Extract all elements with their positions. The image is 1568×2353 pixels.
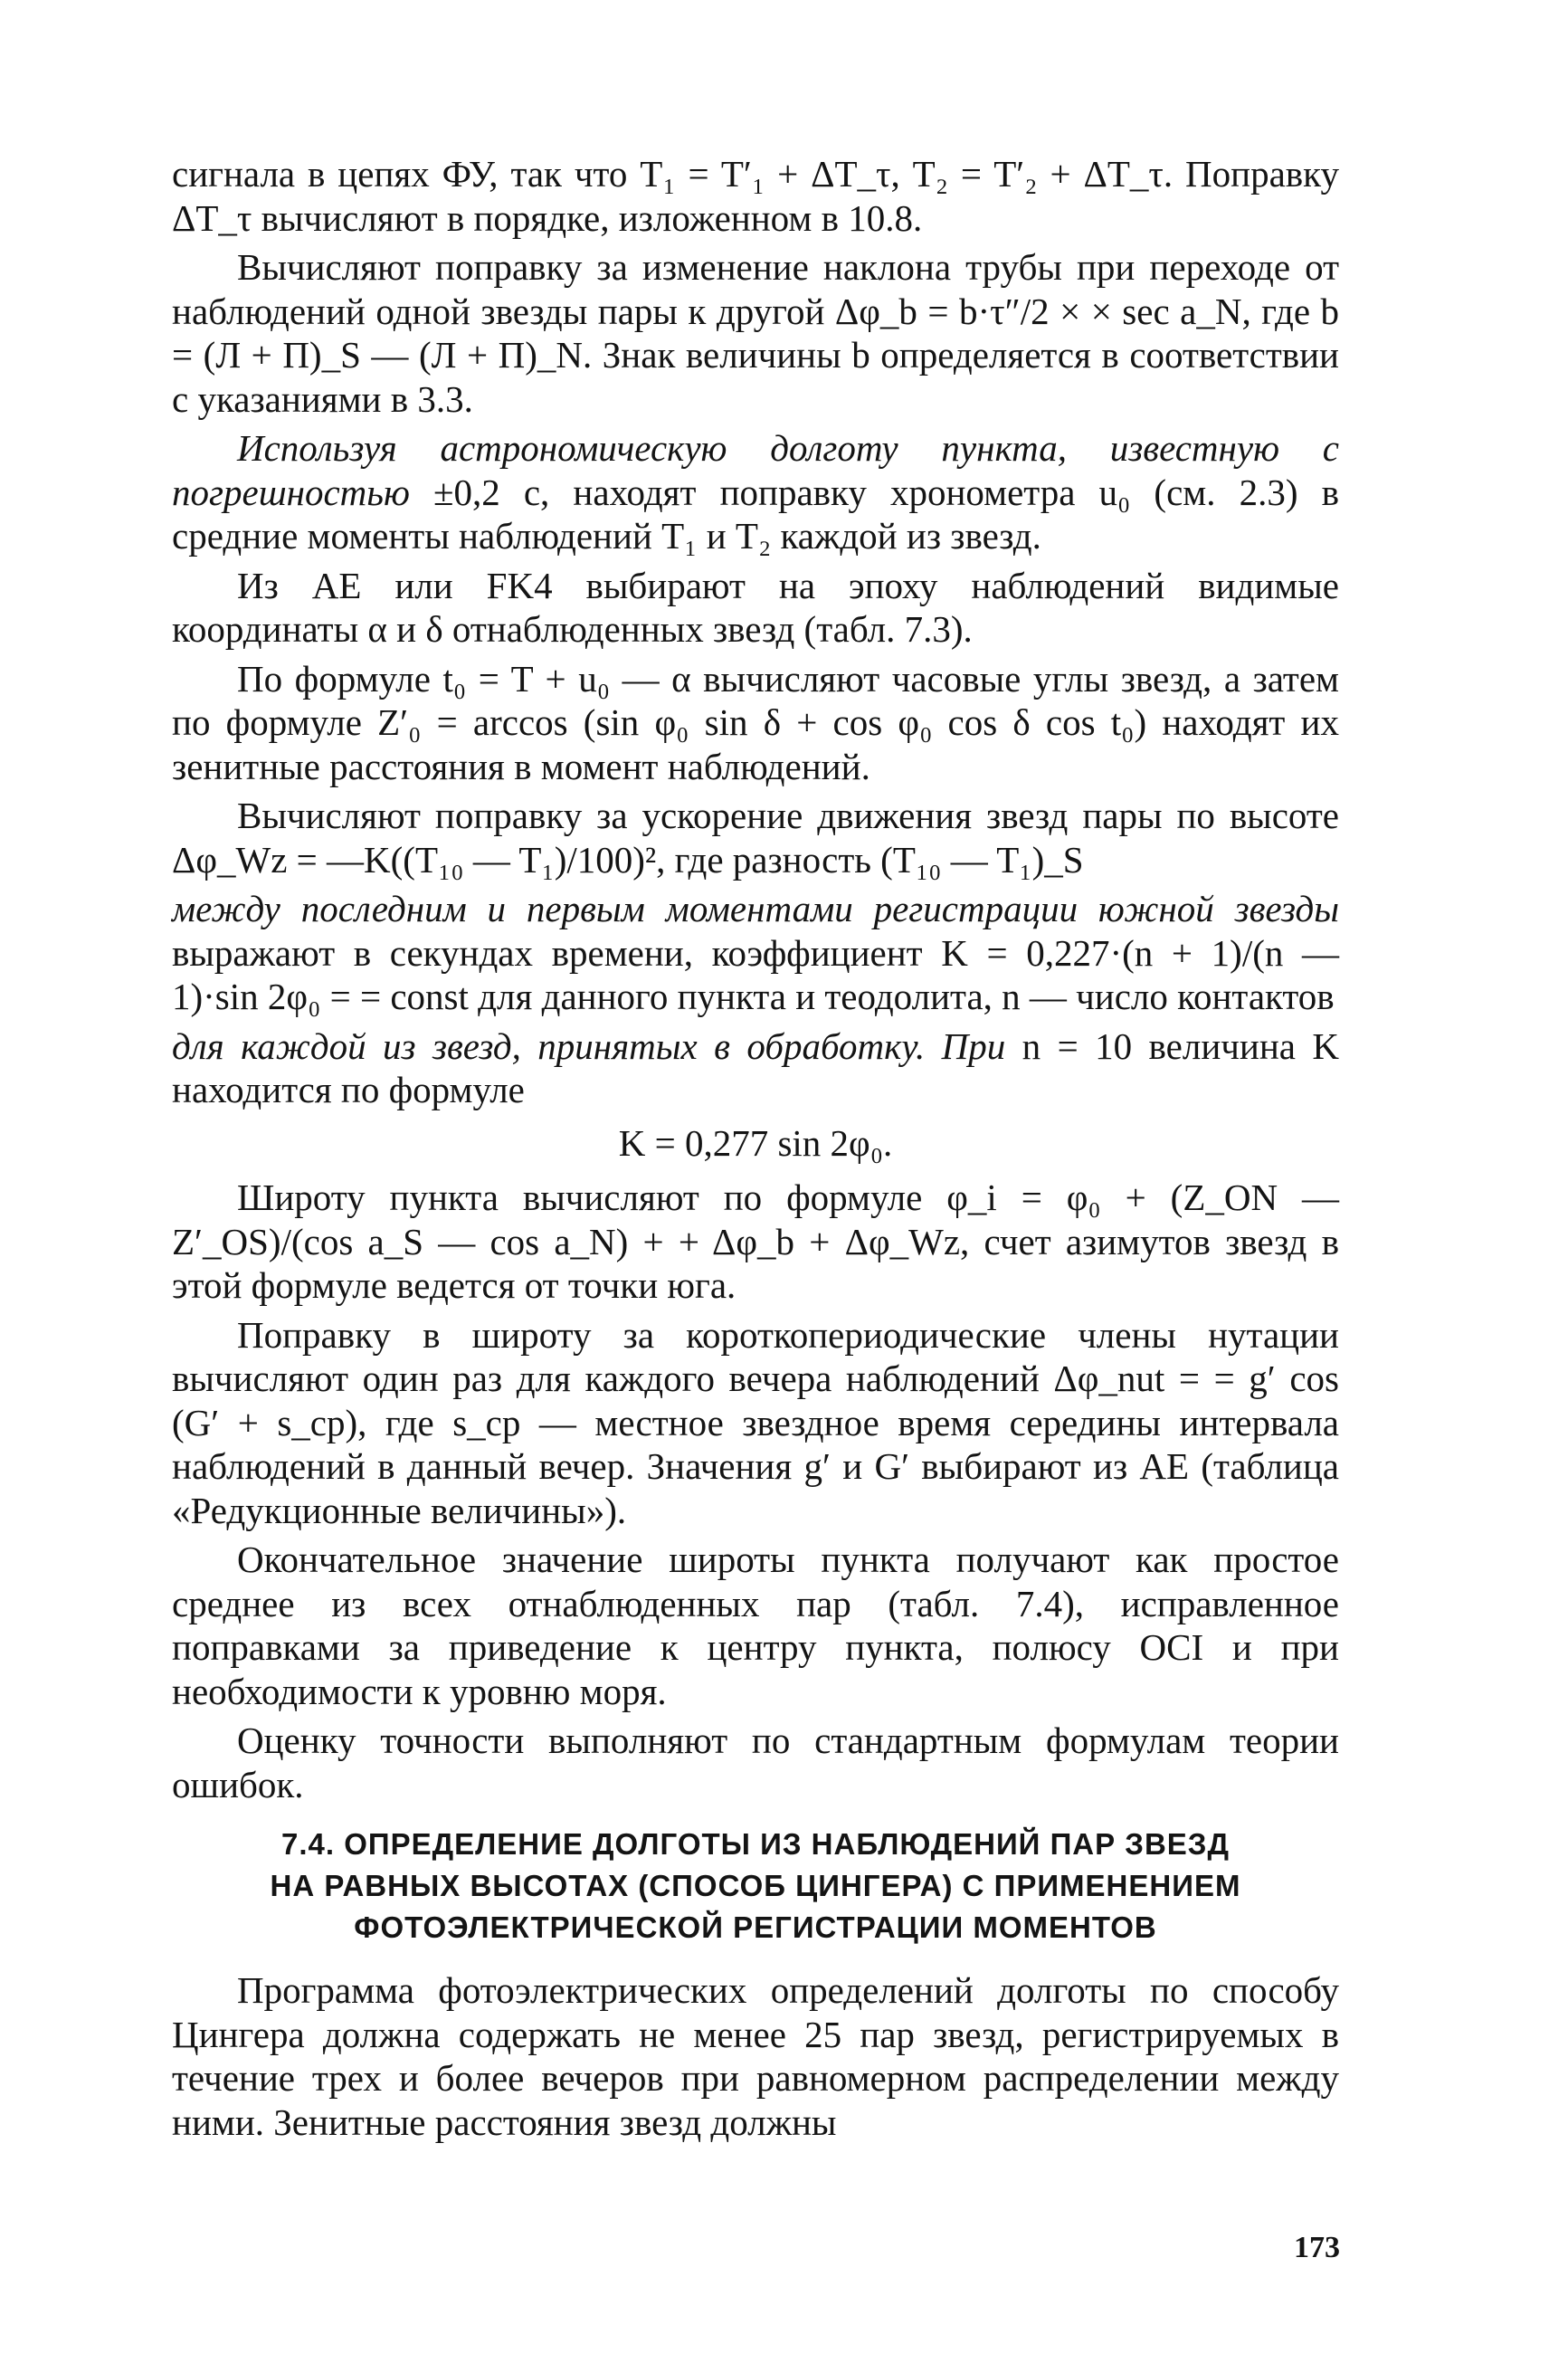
paragraph-6: Вычисляют поправку за ускорение движения звезд пары по высоте Δφ_Wz = —K((T₁₀ — T₁)/100)², где разность (T₁₀ — T₁)_S	[172, 795, 1339, 881]
paragraph-7-rest: выражают в секундах времени, коэффициент K = 0,227·(n + 1)/(n — 1)·sin 2φ₀ = = const для данного пункта и теодолита, n — число контактов	[172, 931, 1339, 1017]
paragraph-2: Вычисляют поправку за изменение наклона трубы при переходе от наблюдений одной звезды пары к другой Δφ_b = b·τ″/2 × × sec a_N, где b = (Л + П)_S — (Л + П)_N. Знак величины b определяется в соответствии с указаниями в 3.3.	[172, 246, 1339, 420]
paragraph-7-italic: между последним и первым моментами регистрации южной звезды	[172, 888, 1339, 929]
paragraph-10: Поправку в широту за короткопериодические члены нутации вычисляют один раз для каждого вечера наблюдений Δφ_nut = = g′ cos (G′ + s_ср), где s_ср — местное звездное время середины интервала наблюдений в данный вечер. Значения g′ и G′ выбирают из АЕ (таблица «Редукционные величины»).	[172, 1313, 1339, 1531]
page-number: 173	[1294, 2231, 1340, 2264]
paragraph-11: Окончательное значение широты пункта получают как простое среднее из всех отнаблюденных пар (табл. 7.4), исправленное поправками за приведение к центру пункта, полюсу OCI и при необходимости к уровню моря.	[172, 1538, 1339, 1712]
heading-line-3: ФОТОЭЛЕКТРИЧЕСКОЙ РЕГИСТРАЦИИ МОМЕНТОВ	[354, 1910, 1157, 1944]
paragraph-12: Оценку точности выполняют по стандартным формулам теории ошибок.	[172, 1720, 1339, 1805]
paragraph-8-italic: для каждой из звезд, принятых в обработку. При	[172, 1024, 1006, 1067]
section-paragraph: Программа фотоэлектрических определений долготы по способу Цингера должна содержать не менее 25 пар звезд, регистрируемых в течение трех и более вечеров при равномерном распределении между ними. Зенитные расстояния звезд должны	[172, 1969, 1339, 2143]
paragraph-8-rest: n = 10 величина K находится по формуле	[172, 1024, 1340, 1110]
paragraph-3-italic: Используя астрономическую долготу пункта, известную с погрешностью	[172, 427, 1339, 513]
section-heading	[172, 1824, 1339, 1948]
body-text	[172, 152, 1339, 1812]
paragraph-7	[172, 887, 1339, 1019]
paragraph-9: Широту пункта вычисляют по формуле φ_i = φ₀ + (Z_ON — Z′_OS)/(cos a_S — cos a_N) + + Δφ_b + Δφ_Wz, счет азимутов звезд в этой формуле ведется от точки юга.	[172, 1176, 1339, 1306]
paragraph-1: сигнала в цепях ФУ, так что T₁ = T′₁ + ΔT_τ, T₂ = T′₂ + ΔT_τ. Поправку ΔT_τ вычисляют в порядке, изложенном в 10.8.	[172, 153, 1339, 239]
paragraph-3	[172, 426, 1339, 558]
paragraph-8	[172, 1024, 1339, 1112]
paragraph-4: Из АЕ или FK4 выбирают на эпоху наблюдений видимые координаты α и δ отнаблюденных звезд (табл. 7.3).	[172, 564, 1339, 650]
section-body	[172, 1968, 1339, 2149]
paragraph-5: По формуле t₀ = T + u₀ — α вычисляют часовые углы звезд, а затем по формуле Z′₀ = arccos (sin φ₀ sin δ + cos φ₀ cos δ cos t₀) находят их зенитные расстояния в момент наблюдений.	[172, 657, 1339, 787]
heading-line-1: 7.4. ОПРЕДЕЛЕНИЕ ДОЛГОТЫ ИЗ НАБЛЮДЕНИЙ ПАР ЗВЕЗД	[281, 1827, 1230, 1861]
paragraph-3-rest: ±0,2 с, находят поправку хронометра u₀ (см. 2.3) в средние моменты наблюдений T₁ и T₂ каждой из звезд.	[172, 471, 1339, 557]
formula-k: K = 0,277 sin 2φ₀.	[618, 1121, 893, 1164]
heading-line-2: НА РАВНЫХ ВЫСОТАХ (СПОСОБ ЦИНГЕРА) С ПРИМЕНЕНИЕМ	[270, 1869, 1241, 1902]
